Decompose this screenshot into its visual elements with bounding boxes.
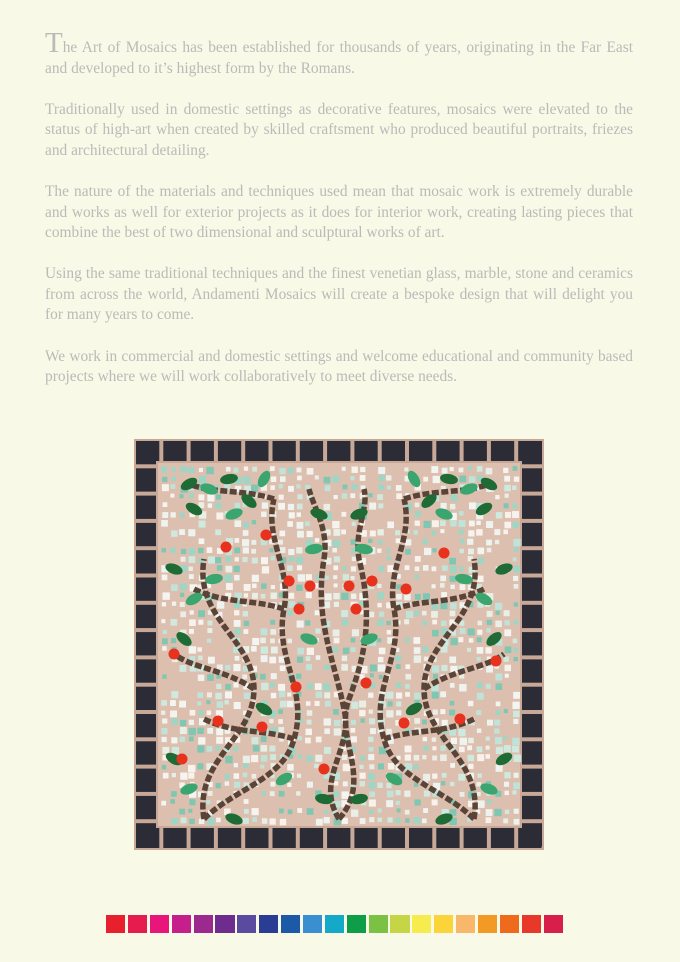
color-swatch [456, 915, 475, 933]
color-swatch-strip [106, 915, 563, 933]
color-swatch [390, 915, 409, 933]
paragraph-1-text: he Art of Mosaics has been established for thousands of years, originating in the Far East and developed to it’s highest form by the Romans. [45, 39, 633, 77]
color-swatch [172, 915, 191, 933]
paragraph-4: Using the same traditional techniques and the finest venetian glass, marble, stone and ceramics from across the world, Andamenti Mosaics will create a bespoke design that will delight you for many years to come. [45, 265, 633, 324]
paragraph-1 [45, 27, 633, 79]
intro-text [45, 27, 633, 408]
paragraph-3: The nature of the materials and techniques used mean that mosaic work is extremely durable and works as well for exterior projects as it does for interior work, creating lasting pieces that combine the best of two dimensional and sculptural works of art. [45, 182, 633, 242]
color-swatch [500, 915, 519, 933]
color-swatch [325, 915, 344, 933]
color-swatch [478, 915, 497, 933]
drop-cap: T [45, 27, 63, 59]
color-swatch [150, 915, 169, 933]
color-swatch [434, 915, 453, 933]
mosaic-tree-artwork [134, 439, 544, 850]
color-swatch [412, 915, 431, 933]
color-swatch [347, 915, 366, 933]
paragraph-2: Traditionally used in domestic settings as decorative features, mosaics were elevated to the status of high-art when created by skilled craftsment who produced beautiful portraits, friezes and architectural detailing. [45, 100, 633, 159]
color-swatch [215, 915, 234, 933]
color-swatch [237, 915, 256, 933]
color-swatch [194, 915, 213, 933]
color-swatch [522, 915, 541, 933]
paragraph-5: We work in commercial and domestic settings and welcome educational and community based projects where we will work collaboratively to meet diverse needs. [45, 347, 633, 386]
color-swatch [106, 915, 125, 933]
color-swatch [281, 915, 300, 933]
color-swatch [259, 915, 278, 933]
mosaic-image [134, 439, 544, 850]
color-swatch [544, 915, 563, 933]
color-swatch [369, 915, 388, 933]
color-swatch [128, 915, 147, 933]
color-swatch [303, 915, 322, 933]
